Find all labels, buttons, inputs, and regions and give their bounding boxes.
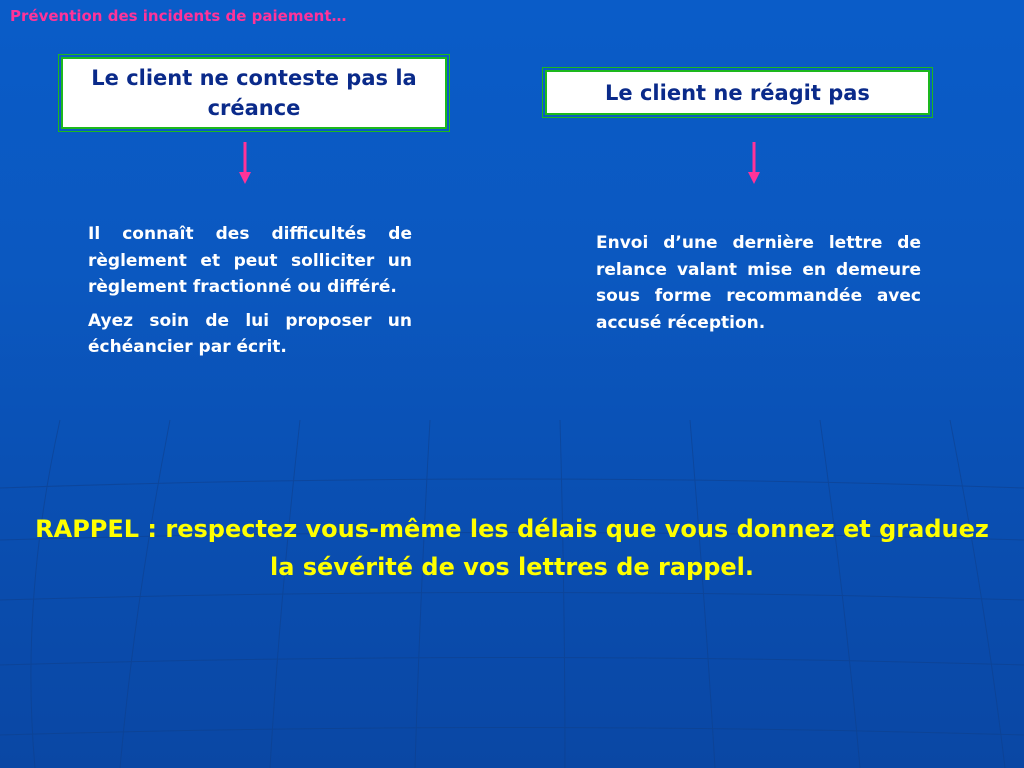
right-explanation bbox=[596, 230, 921, 336]
left-paragraph-1: Il connaît des difficultés de règlement et peut solliciter un règlement fractionné ou différé. bbox=[88, 224, 412, 297]
left-paragraph-2: Ayez soin de lui proposer un échéancier par écrit. bbox=[88, 310, 412, 357]
box-no-dispute-label: Le client ne conteste pas la créance bbox=[91, 66, 417, 120]
left-explanation bbox=[88, 221, 412, 361]
slide-title: Prévention des incidents de paiement… bbox=[10, 7, 347, 25]
box-no-response-label: Le client ne réagit pas bbox=[605, 80, 870, 105]
box-no-response bbox=[545, 70, 930, 115]
reminder-text: RAPPEL : respectez vous-même les délais que vous donnez et graduez la sévérité de vos lettres de rappel. bbox=[35, 515, 989, 581]
arrow-down-icon bbox=[748, 142, 760, 184]
right-paragraph-1: Envoi d’une dernière lettre de relance valant mise en demeure sous forme recommandée avec accusé réception. bbox=[596, 233, 921, 333]
box-no-dispute bbox=[61, 57, 447, 129]
arrow-down-icon bbox=[239, 142, 251, 184]
